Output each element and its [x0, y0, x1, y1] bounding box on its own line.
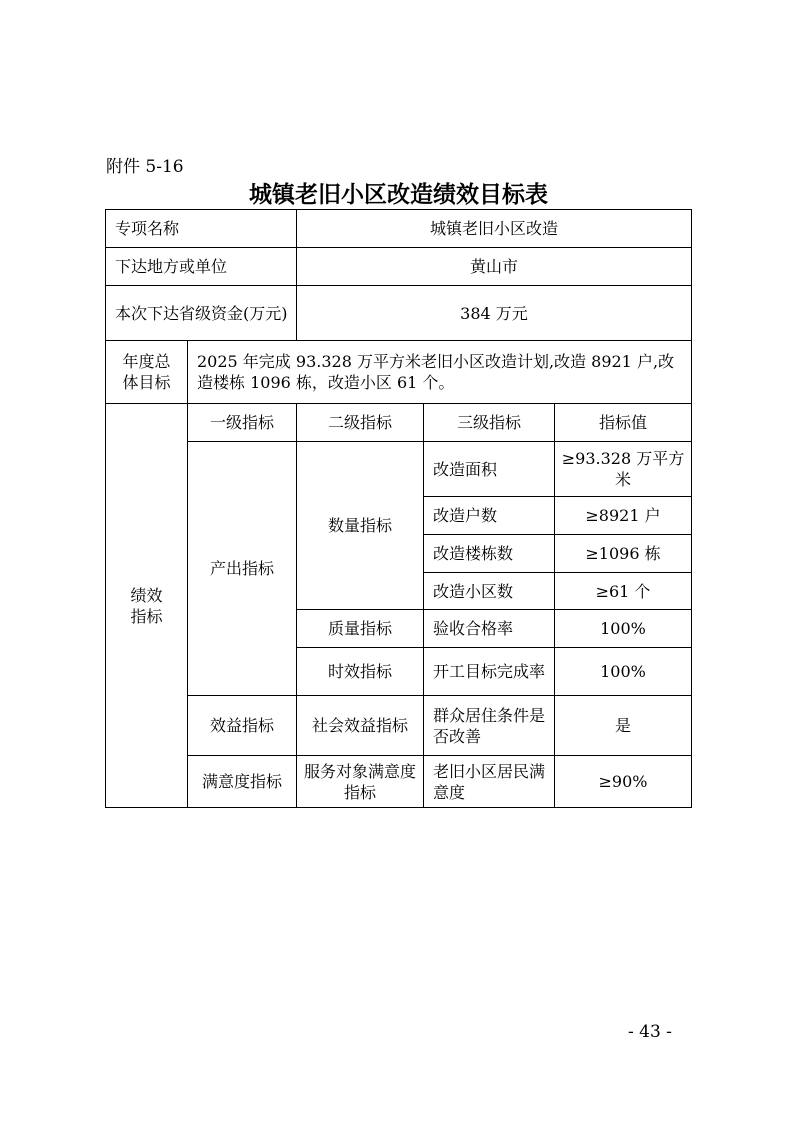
project-name-value: 城镇老旧小区改造: [297, 210, 691, 248]
fund-label: 本次下达省级资金(万元): [106, 286, 297, 341]
level2-social-benefit: 社会效益指标: [297, 696, 424, 756]
level1-benefit: 效益指标: [188, 696, 297, 756]
indicator-value: 是: [555, 696, 691, 756]
indicator-value: ≥90%: [598, 772, 648, 791]
indicator-value: 100%: [555, 648, 691, 696]
region-value: 黄山市: [297, 248, 691, 286]
indicator-value: 100%: [555, 610, 691, 648]
level2-quantity: 数量指标: [297, 442, 424, 610]
level3-item: 开工目标完成率: [424, 648, 555, 696]
level2-service-satisfaction: 服务对象满意度指标: [297, 756, 424, 807]
performance-indicators-label: 绩效指标: [106, 404, 188, 807]
header-level1: 一级指标: [188, 404, 297, 442]
indicator-value: ≥8921 户: [555, 497, 691, 535]
header-level3: 三级指标: [424, 404, 555, 442]
fund-value: 384 万元: [297, 286, 691, 341]
attachment-number: 附件 5-16: [106, 157, 184, 177]
level2-quality: 质量指标: [297, 610, 424, 648]
level1-output: 产出指标: [188, 442, 297, 696]
region-label: 下达地方或单位: [106, 248, 297, 286]
indicator-value: ≥93.328 万平方米: [555, 442, 691, 497]
indicator-value: ≥1096 栋: [555, 535, 691, 573]
page-number: - 43 -: [628, 1022, 672, 1042]
document-title: 城镇老旧小区改造绩效目标表: [249, 182, 548, 208]
annual-goal-label: 年度总体目标: [106, 341, 188, 404]
annual-goal-text: 2025 年完成 93.328 万平方米老旧小区改造计划,改造 8921 户,改造楼栋 1096 栋，改造小区 61 个。: [188, 341, 691, 404]
indicator-value: ≥61 个: [555, 573, 691, 610]
project-name-label: 专项名称: [106, 210, 297, 248]
level3-item: 改造面积: [424, 442, 555, 497]
header-value: 指标值: [555, 404, 691, 442]
header-level2: 二级指标: [297, 404, 424, 442]
level1-satisfaction: 满意度指标: [188, 756, 297, 807]
level3-item: 老旧小区居民满意度: [424, 756, 555, 807]
level3-item: 改造楼栋数: [424, 535, 555, 573]
level3-item: 验收合格率: [424, 610, 555, 648]
level3-item: 改造小区数: [424, 573, 555, 610]
level3-item: 改造户数: [424, 497, 555, 535]
performance-target-table: [105, 209, 692, 808]
level3-item: 群众居住条件是否改善: [424, 696, 555, 756]
level2-timeliness: 时效指标: [297, 648, 424, 696]
